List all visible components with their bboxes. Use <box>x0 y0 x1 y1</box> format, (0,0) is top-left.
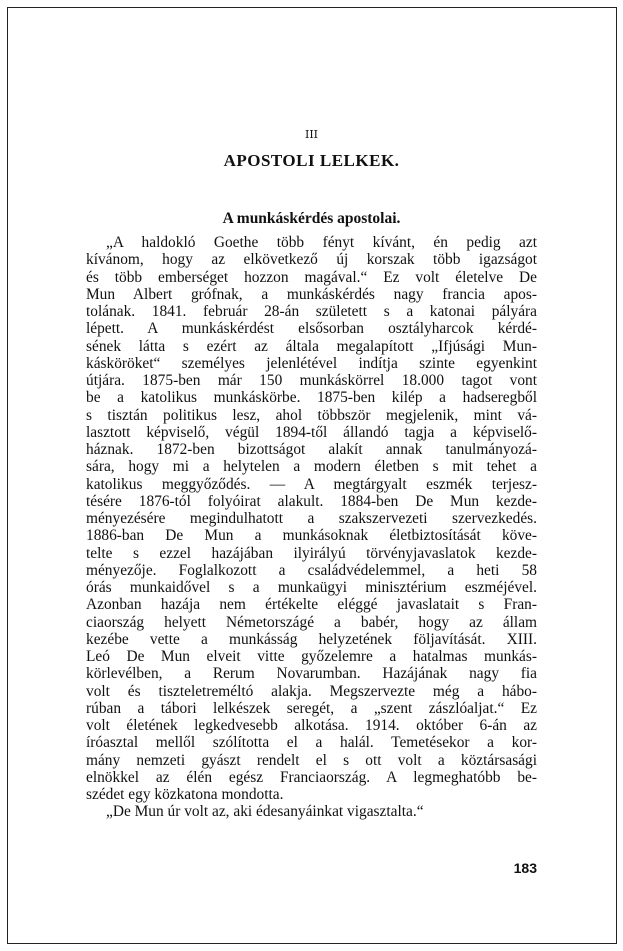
text-line: s tisztán politikus lesz, ahol többször megjelenik, mint vá- <box>86 406 537 424</box>
text-line: lasztott képviselő, végül 1894-től állandó tagja a képviselő- <box>86 423 537 441</box>
text-line: Mun Albert grófnak, a munkáskérdés nagy francia apos- <box>86 285 537 303</box>
body-text <box>86 234 537 821</box>
paragraph <box>86 803 537 820</box>
text-line: mány nemzeti gyászt rendelt el s ott volt a köztársasági <box>86 751 537 769</box>
text-line: útjára. 1875-ben már 150 munkáskörrel 18.000 tagot vont <box>86 372 537 389</box>
text-line: telte s ezzel hazájában ilyirályú törvényjavaslatok kezde- <box>86 544 537 562</box>
text-line: „A haldokló Goethe több fényt kívánt, én pedig azt <box>106 234 537 251</box>
text-line: lépett. A munkáskérdést elsősorban osztályharcok kérdé- <box>86 320 537 338</box>
text-line: kezébe vette a munkásság helyzetének följavítását. XIII. <box>86 630 537 648</box>
text-line: órás munkaidővel s a munkaügyi minisztérium eszméjével. <box>86 579 537 596</box>
text-line: ményezésére megindulhatott a szakszervezeti szervezkedés. <box>86 510 537 527</box>
text-line: kívánom, hogy az elkövetkező új korszak több igazságot <box>86 251 537 269</box>
text-line: és több emberséget hozzon magával.“ Ez volt életelve De <box>86 268 537 286</box>
text-line: szédet egy közkatona mondotta. <box>86 786 284 803</box>
text-line: háznak. 1872-ben bizottságot alakít annak tanulmányozá- <box>86 441 537 458</box>
chapter-number: III <box>304 128 319 141</box>
text-line: ciaország helyett Németországé a babér, hogy az állam <box>86 613 537 631</box>
text-line: tolának. 1841. február 28-án született s a katonai pályára <box>86 303 537 320</box>
paragraph <box>86 234 537 803</box>
text-line: be a katolikus munkáskörbe. 1875-ben kilép a hadseregből <box>86 389 537 407</box>
text-line: tésére 1876-tól folyóirat alakult. 1884-ben De Mun kezde- <box>86 492 537 510</box>
text-line: íróasztal mellől szólította el a halál. Temetésekor a kor- <box>86 734 537 752</box>
text-line: volt és tiszteletreméltó alakja. Megszervezte még a hábo- <box>86 682 537 700</box>
text-line: Azonban hazája nem értékelte eléggé javaslatait s Fran- <box>86 596 537 614</box>
text-line: sének látta s ezért az általa megalapított „Ifjúsági Mun- <box>86 337 537 355</box>
text-line: Leó De Mun elveit vitte győzelemre a hatalmas munkás- <box>86 648 537 665</box>
chapter-title: APOSTOLI LELKEK. <box>223 151 400 170</box>
text-line: elnökkel az élén egész Franciaország. A legmeghatóbb be- <box>86 768 537 786</box>
text-line: sára, hogy mi a helytelen a modern életben s mit tehet a <box>86 458 537 476</box>
text-line: 1886-ban De Mun a munkásoknak életbiztosítását köve- <box>86 527 537 545</box>
text-line: ményezője. Foglalkozott a családvédelemmel, a heti 58 <box>86 561 537 579</box>
page-number: 183 <box>513 860 537 876</box>
text-line: körlevélben, a Rerum Novarumban. Hazájának nagy fia <box>86 665 537 683</box>
text-line: rúban a tábori lelkészek seregét, a „szent zászlóaljat.“ Ez <box>86 699 537 717</box>
text-line: katolikus meggyőződés. — A megtárgyalt eszmék terjesz- <box>86 475 537 493</box>
text-line: kásköröket“ személyes jelenlétével indítja szinte egyenkint <box>86 354 537 372</box>
section-title: A munkáskérdés apostolai. <box>222 210 401 227</box>
text-line: „De Mun úr volt az, aki édesanyáinkat vigasztalta.“ <box>106 803 424 821</box>
text-line: volt életének legkedvesebb alkotása. 1914. október 6-án az <box>86 717 537 734</box>
